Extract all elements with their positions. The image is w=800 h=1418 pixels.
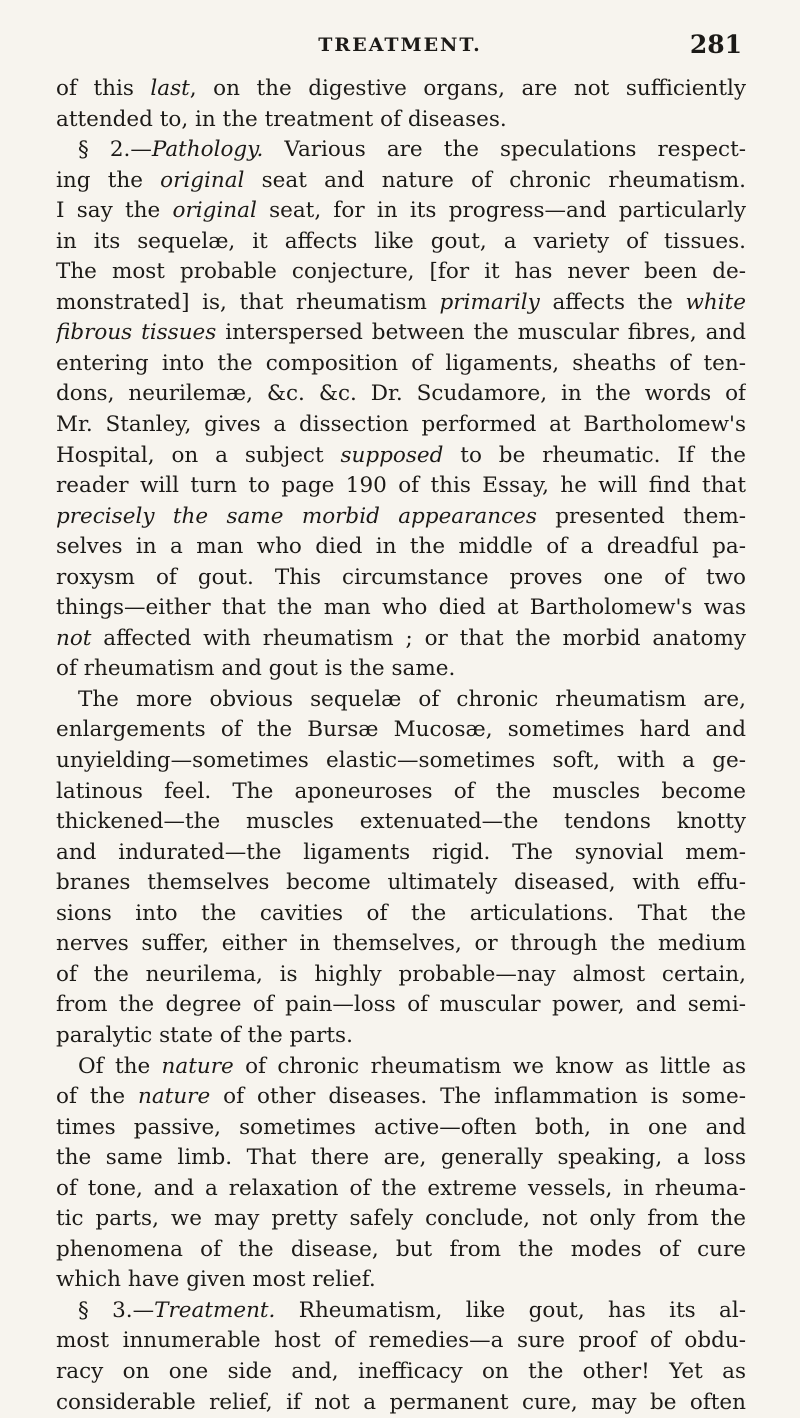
text-line	[56, 1021, 746, 1052]
text-line	[56, 593, 746, 624]
text-segment: latinous feel. The aponeuroses of the muscles become	[56, 778, 746, 804]
text-segment: thickened—the muscles extenuated—the tendons knotty	[56, 809, 746, 835]
text-segment: from the degree of pain—loss of muscular power, and semi-	[56, 992, 746, 1018]
paragraph	[56, 1296, 746, 1418]
text-line	[56, 1052, 746, 1083]
text-line	[56, 441, 746, 472]
text-segment: tic parts, we may pretty safely conclude, not only from the	[56, 1206, 746, 1232]
text-line	[56, 1143, 746, 1174]
italic-text: original	[172, 198, 257, 224]
italic-text: fibrous tissues	[56, 320, 217, 346]
text-line	[56, 777, 746, 808]
text-segment: I say the	[56, 198, 173, 224]
text-segment: § 3.—	[78, 1297, 155, 1323]
text-line	[56, 807, 746, 838]
text-segment: affected with rheumatism ; or that the morbid anatomy	[91, 625, 746, 651]
italic-text: Treatment.	[154, 1297, 276, 1323]
text-segment: the same limb. That there are, generally speaking, a loss	[56, 1145, 746, 1171]
text-segment: presented them-	[536, 503, 746, 529]
text-line	[56, 1204, 746, 1235]
text-line	[56, 135, 746, 166]
paragraph	[56, 685, 746, 1052]
text-segment: seat and nature of chronic rheumatism.	[244, 167, 746, 193]
text-line	[56, 1113, 746, 1144]
italic-text: precisely the same morbid appearances	[56, 503, 537, 529]
text-segment: selves in a man who died in the middle of a dreadful pa-	[56, 534, 746, 560]
italic-text: nature	[138, 1084, 211, 1110]
text-line	[56, 654, 746, 685]
page-number: 281	[689, 30, 742, 59]
text-segment: Of the	[78, 1053, 162, 1079]
text-line	[56, 624, 746, 655]
text-line	[56, 960, 746, 991]
italic-text: original	[160, 167, 245, 193]
text-line	[56, 105, 746, 136]
running-head: TREATMENT.	[318, 34, 482, 56]
text-segment: racy on one side and, inefficacy on the other! Yet as	[56, 1358, 746, 1384]
text-line	[56, 746, 746, 777]
page-header	[0, 28, 800, 68]
text-line	[56, 868, 746, 899]
text-line	[56, 318, 746, 349]
text-segment: Mr. Stanley, gives a dissection performed at Bartholomew's	[56, 412, 746, 438]
text-segment: Hospital, on a subject	[56, 442, 341, 468]
text-line	[56, 1265, 746, 1296]
text-segment: of the	[56, 1084, 139, 1110]
text-segment: of tone, and a relaxation of the extreme vessels, in rheuma-	[56, 1175, 746, 1201]
text-line	[56, 257, 746, 288]
text-line	[56, 1357, 746, 1388]
text-segment: paralytic state of the parts.	[56, 1022, 353, 1048]
text-line	[56, 410, 746, 441]
text-line	[56, 929, 746, 960]
text-line	[56, 1326, 746, 1357]
italic-text: not	[56, 625, 92, 651]
text-segment: unyielding—sometimes elastic—sometimes soft, with a ge-	[56, 748, 746, 774]
text-line	[56, 990, 746, 1021]
text-line	[56, 166, 746, 197]
text-segment: of rheumatism and gout is the same.	[56, 656, 456, 682]
text-line	[56, 899, 746, 930]
italic-text: white	[685, 289, 746, 315]
body-text	[56, 74, 746, 1418]
text-line	[56, 685, 746, 716]
text-segment: of chronic rheumatism we know as little as	[233, 1053, 746, 1079]
text-segment: phenomena of the disease, but from the modes of cure	[56, 1236, 746, 1262]
text-line	[56, 715, 746, 746]
text-segment: interspersed between the muscular fibres, and	[216, 320, 746, 346]
text-segment: most innumerable host of remedies—a sure proof of obdu-	[56, 1328, 746, 1354]
text-segment: § 2.—	[78, 137, 152, 163]
paragraph	[56, 1052, 746, 1296]
italic-text: supposed	[340, 442, 444, 468]
text-segment: Rheumatism, like gout, has its al-	[275, 1297, 746, 1323]
text-line	[56, 502, 746, 533]
text-line	[56, 379, 746, 410]
text-segment: The most probable conjecture, [for it has never been de-	[56, 259, 746, 285]
text-segment: affects the	[539, 289, 686, 315]
text-segment: to be rheumatic. If the	[443, 442, 746, 468]
text-segment: reader will turn to page 190 of this Essay, he will find that	[56, 473, 746, 499]
text-line	[56, 288, 746, 319]
text-segment: things—either that the man who died at Bartholomew's was	[56, 595, 746, 621]
text-line	[56, 1388, 746, 1418]
text-segment: enlargements of the Bursæ Mucosæ, sometimes hard and	[56, 717, 746, 743]
text-segment: of other diseases. The inflammation is some-	[210, 1084, 746, 1110]
text-line	[56, 471, 746, 502]
text-line	[56, 532, 746, 563]
text-segment: dons, neurilemæ, &c. &c. Dr. Scudamore, in the words of	[56, 381, 746, 407]
text-segment: ing the	[56, 167, 161, 193]
italic-text: Pathology.	[151, 137, 264, 163]
text-segment: monstrated] is, that rheumatism	[56, 289, 440, 315]
text-line	[56, 196, 746, 227]
text-segment: nerves suffer, either in themselves, or through the medium	[56, 931, 746, 957]
text-segment: sions into the cavities of the articulations. That the	[56, 900, 746, 926]
text-segment: and indurated—the ligaments rigid. The synovial mem-	[56, 839, 746, 865]
text-segment: roxysm of gout. This circumstance proves one of two	[56, 564, 746, 590]
paragraph	[56, 74, 746, 135]
text-segment: , on the digestive organs, are not sufficiently	[189, 76, 746, 101]
text-line	[56, 838, 746, 869]
paragraph	[56, 135, 746, 685]
text-line	[56, 349, 746, 380]
italic-text: primarily	[439, 289, 540, 315]
text-segment: in its sequelæ, it affects like gout, a variety of tissues.	[56, 228, 746, 254]
text-segment: times passive, sometimes active—often both, in one and	[56, 1114, 746, 1140]
text-segment: Various are the speculations respect-	[263, 137, 746, 163]
text-segment: considerable relief, if not a permanent cure, may be often	[56, 1389, 746, 1415]
text-line	[56, 1082, 746, 1113]
text-line	[56, 227, 746, 258]
text-line	[56, 74, 746, 105]
text-segment: which have given most relief.	[56, 1267, 376, 1293]
text-segment: The more obvious sequelæ of chronic rheumatism are,	[78, 686, 746, 712]
italic-text: nature	[161, 1053, 234, 1079]
text-segment: entering into the composition of ligaments, sheaths of ten-	[56, 350, 746, 376]
text-line	[56, 1296, 746, 1327]
text-segment: seat, for in its progress—and particularly	[256, 198, 746, 224]
text-line	[56, 1174, 746, 1205]
text-segment: branes themselves become ultimately diseased, with effu-	[56, 870, 746, 896]
text-segment: attended to, in the treatment of diseases.	[56, 106, 507, 132]
text-line	[56, 563, 746, 594]
text-segment: of the neurilema, is highly probable—nay almost certain,	[56, 961, 746, 987]
text-segment: of this	[56, 76, 151, 101]
italic-text: last	[150, 76, 190, 101]
text-line	[56, 1235, 746, 1266]
